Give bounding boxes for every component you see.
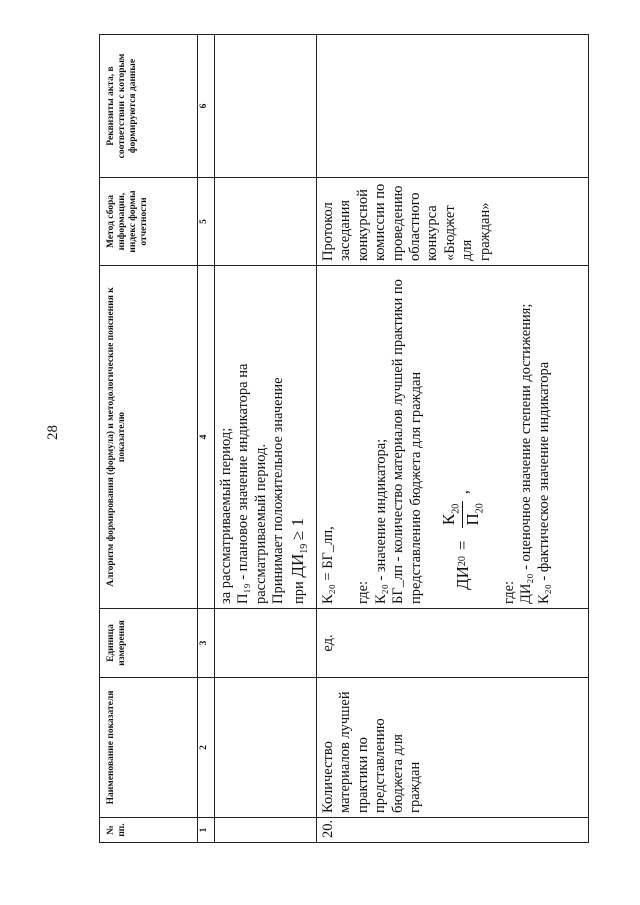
act-details [317, 35, 589, 178]
formula-lhs-sub: 20 [456, 556, 468, 567]
indicator-name: Количество материалов лучшей практики по представлению бюджета для граждан [317, 678, 589, 818]
text-line: за рассматриваемый период; [218, 427, 234, 604]
header-cell: Алгоритм формирования (формула) и методологические пояснения к показателю [100, 266, 198, 609]
denominator-sub: 20 [474, 503, 486, 514]
column-number: 1 [198, 818, 215, 843]
table-row-20 [317, 35, 589, 843]
definition-line: К₂₀ - значение индикатора; [372, 438, 389, 604]
indicator-table [99, 34, 589, 843]
cell-empty [215, 818, 317, 843]
fraction [439, 500, 487, 528]
condition-var: ДИ [287, 553, 307, 578]
definition-line: ДИ₂₀ - оценочное значение степени достижения; [518, 303, 535, 604]
where-label: где: [355, 580, 372, 604]
header-cell: Единица измерения [100, 609, 198, 678]
column-number: 5 [198, 178, 215, 266]
text-line: Принимает положительное значение [270, 377, 287, 604]
condition-sub: 19 [298, 543, 310, 554]
spacer [337, 270, 355, 604]
header-cell: Метод сбора информации, индекс формы отчетности [100, 178, 198, 266]
cell-empty [215, 678, 317, 818]
unit-of-measure: ед. [317, 609, 589, 678]
denominator-symbol: П [463, 513, 483, 526]
cell-empty [215, 35, 317, 178]
definition-line: БГ_лп - количество материалов лучшей практики по представлению бюджета для граждан [390, 279, 424, 604]
header-row [100, 35, 198, 843]
column-number: 6 [198, 35, 215, 178]
header-cell: Реквизиты акта, в соответствии с которым формируются данные [100, 35, 198, 178]
numerator-symbol: К [438, 513, 458, 526]
column-number: 3 [198, 609, 215, 678]
column-number: 4 [198, 266, 215, 609]
header-cell: № пп. [100, 818, 198, 843]
rotated-table-wrapper [99, 35, 586, 843]
column-number: 2 [198, 678, 215, 818]
definition-line: К₂₀ - фактическое значение индикатора [535, 361, 552, 604]
numerator-sub: 20 [450, 503, 462, 514]
formula-lhs: ДИ [452, 566, 472, 590]
formula-tail: , [452, 490, 472, 495]
formula-equals: = [452, 540, 472, 551]
cell-algorithm [317, 266, 589, 609]
fraction-numerator [439, 501, 463, 528]
row-number: 20. [317, 818, 589, 843]
fraction-denominator [463, 500, 486, 528]
cell-empty [215, 178, 317, 266]
condition-line [288, 270, 311, 604]
formula-line: К₂₀ = БГ_лп, [320, 526, 336, 604]
column-number-row [198, 35, 215, 843]
cell-algorithm-continuation [215, 266, 317, 609]
fraction-formula [439, 270, 487, 590]
text-line: П₁₉ - плановое значение индикатора на рассматриваемый период. [235, 363, 269, 604]
collection-method: Протокол заседания конкурсной комиссии по проведению областного конкурса «Бюджет для граждан» [317, 178, 589, 266]
cell-empty [215, 609, 317, 678]
table-row-continuation [215, 35, 317, 843]
page-number: 28 [45, 425, 61, 440]
condition-rest: ≥ 1 [287, 518, 307, 541]
condition-prefix: при [290, 581, 307, 604]
header-cell: Наименование показателя [100, 678, 198, 818]
where-label: где: [500, 580, 517, 604]
